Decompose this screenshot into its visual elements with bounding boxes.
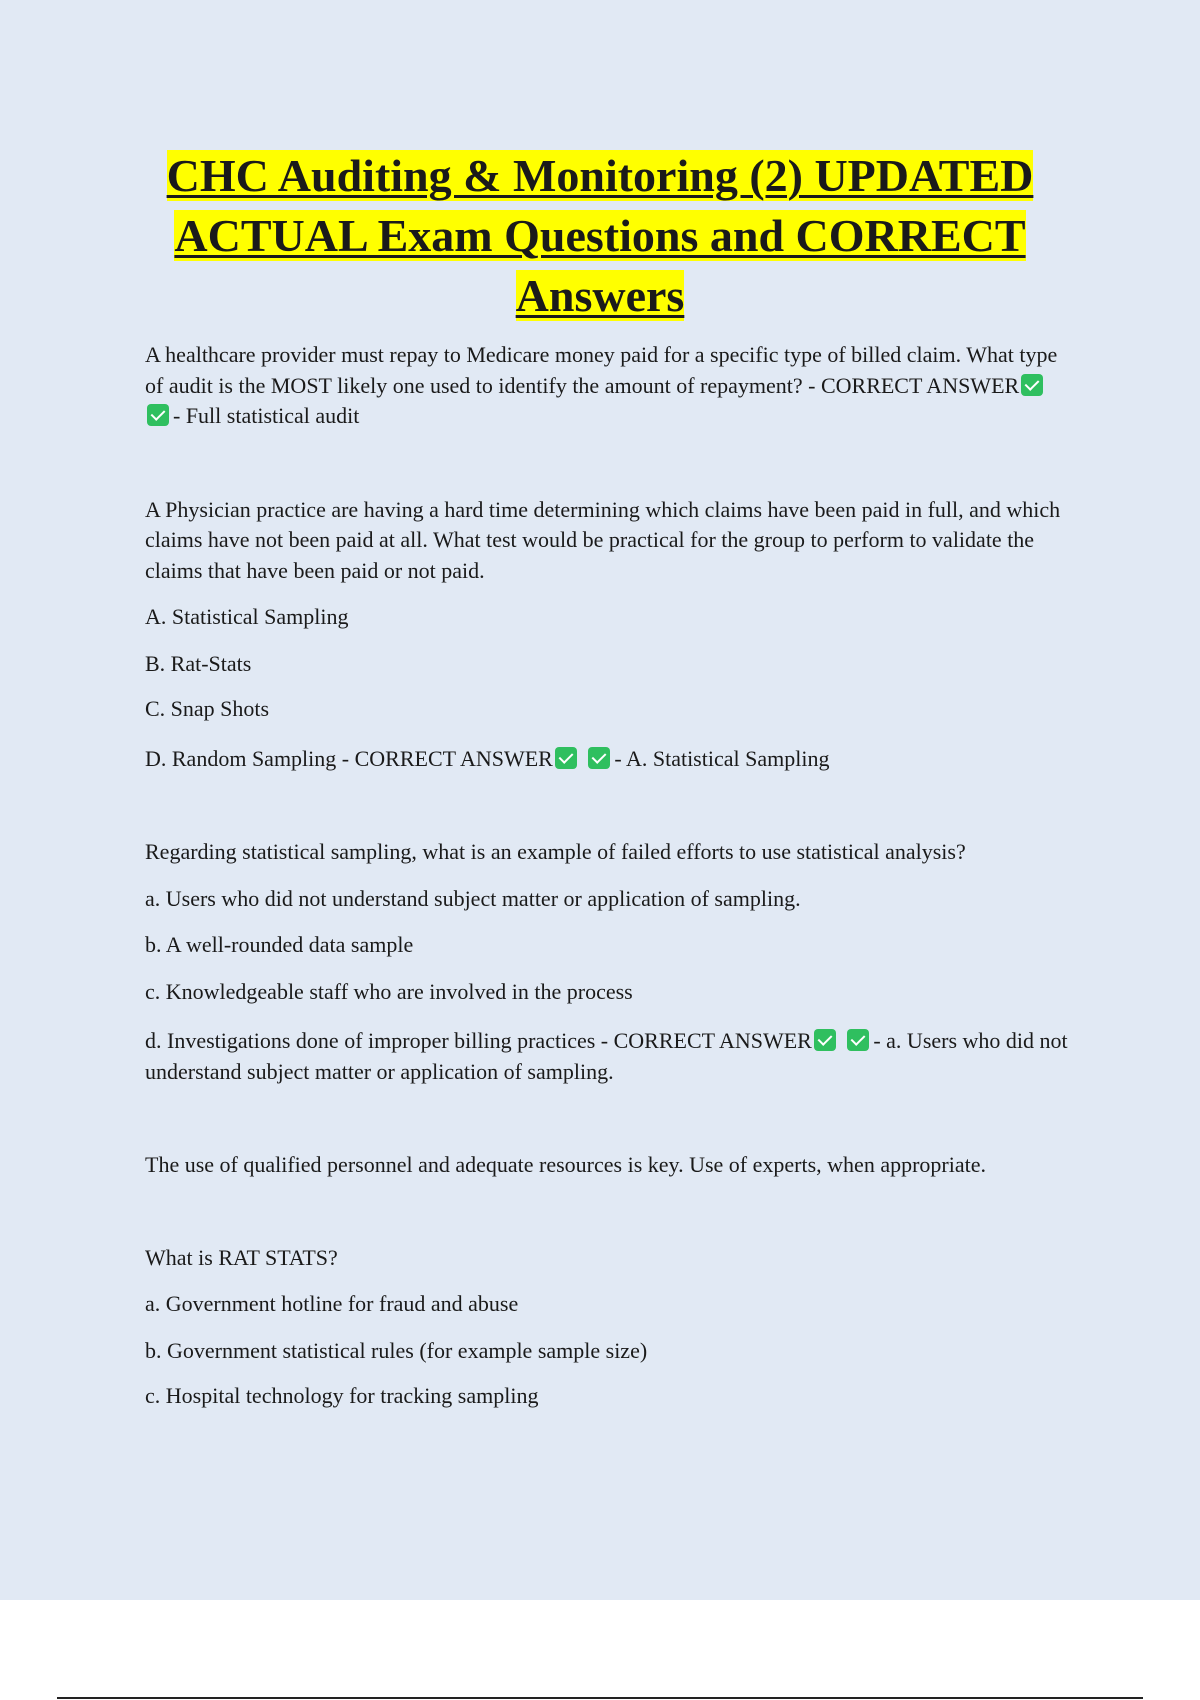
question-2-option-a: A. Statistical Sampling [145, 604, 349, 629]
question-2-answer: - A. Statistical Sampling [614, 745, 830, 771]
question-2-option-d [145, 744, 1095, 775]
note-text: The use of qualified personnel and adequate resources is key. Use of experts, when appropriate. [145, 1152, 986, 1177]
question-4-option-c: c. Hospital technology for tracking sampling [145, 1383, 539, 1408]
question-3-option-d [145, 1026, 1095, 1087]
title-line-1: CHC Auditing & Monitoring (2) UPDATED [166, 150, 1034, 201]
question-4-text: What is RAT STATS? [145, 1244, 338, 1270]
check-mark-icon [588, 747, 610, 769]
title-line-3: Answers [515, 270, 685, 321]
check-mark-icon [847, 1029, 869, 1051]
document-body [145, 340, 1095, 1412]
document-title [100, 146, 1100, 326]
check-mark-icon [1021, 374, 1043, 396]
question-3-option-d-text: d. Investigations done of improper billing practices - CORRECT ANSWER [145, 1028, 812, 1053]
question-1-text: A healthcare provider must repay to Medicare money paid for a specific type of billed claim. What type of audit is the MOST likely one used to identify the amount of repayment? - CORRECT ANSWER [145, 342, 1058, 398]
question-4-option-b: b. Government statistical rules (for example sample size) [145, 1337, 648, 1363]
question-4-option-a: a. Government hotline for fraud and abuse [145, 1291, 519, 1316]
page-divider [57, 1697, 1143, 1699]
check-mark-icon [814, 1029, 836, 1051]
question-2-option-d-text: D. Random Sampling - CORRECT ANSWER [145, 745, 553, 771]
question-3-answer: - a. Users who did not understand subject matter or application of sampling. [145, 1028, 1068, 1084]
question-2-option-b: B. Rat-Stats [145, 650, 252, 676]
question-2-text: A Physician practice are having a hard time determining which claims have been paid in full, and which claims have not been paid at all. What test would be practical for the group to perform to validate the claims that have been paid or not paid. [145, 496, 1061, 583]
check-mark-icon [555, 747, 577, 769]
question-3-text: Regarding statistical sampling, what is an example of failed efforts to use statistical analysis? [145, 839, 966, 864]
title-line-2: ACTUAL Exam Questions and CORRECT [174, 210, 1026, 261]
question-3-option-a: a. Users who did not understand subject matter or application of sampling. [145, 885, 801, 911]
question-1 [145, 340, 1065, 432]
question-1-answer: - Full statistical audit [173, 403, 360, 428]
question-2-option-c: C. Snap Shots [145, 696, 270, 721]
question-3-option-c: c. Knowledgeable staff who are involved in the process [145, 978, 633, 1004]
question-3-option-b: b. A well-rounded data sample [145, 932, 414, 957]
check-mark-icon [147, 404, 169, 426]
